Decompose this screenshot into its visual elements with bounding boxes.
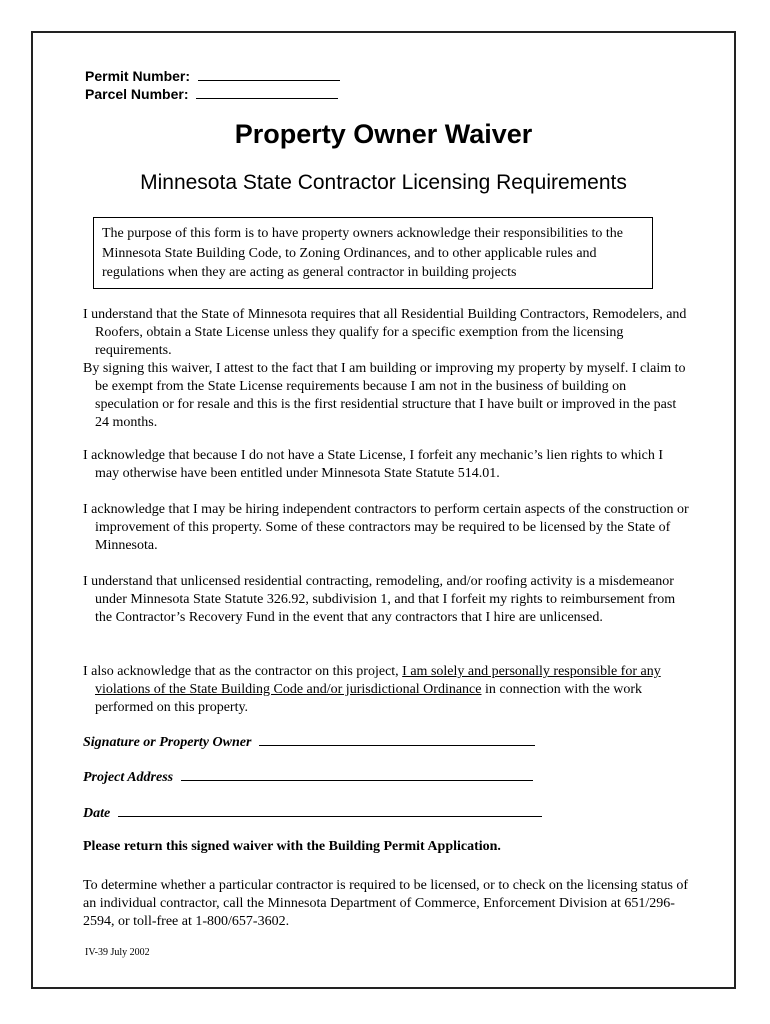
project-address-row [83, 767, 533, 786]
statement-lien-rights [83, 447, 689, 483]
statement-independent-contractors [83, 501, 689, 555]
signature-label: Signature or Property Owner [83, 735, 252, 750]
form-number: IV-39 July 2002 [85, 947, 150, 958]
statement-unlicensed-activity-text: I understand that unlicensed residential contracting, remodeling, and/or roofing activity is a misdemeanor under Minnesota State Statute 326.92, subdivision 1, and that I forfeit my rights to reimbursement from the Contractor’s Recovery Fund in the event that any contractors that I hire are unlicensed. [83, 574, 676, 625]
permit-number-label: Permit Number: [85, 68, 191, 84]
parcel-number-row [85, 85, 340, 103]
statement-responsibility-text [83, 663, 689, 717]
waiver-page [31, 31, 736, 989]
return-note: Please return this signed waiver with the Building Permit Application. [83, 839, 501, 854]
project-address-field[interactable] [181, 767, 533, 781]
statement-responsibility [83, 663, 689, 717]
parcel-number-field[interactable] [196, 85, 338, 99]
signature-row [83, 732, 535, 751]
contact-info: To determine whether a particular contractor is required to be licensed, or to check on the licensing status of an individual contractor, call the Minnesota Department of Commerce, Enforcement Division at 651/296-2594, or toll-free at 1-800/657-3602. [83, 878, 689, 929]
responsibility-text-start: I also acknowledge that as the contractor on this project, [83, 664, 403, 679]
statement-independent-contractors-text: I acknowledge that I may be hiring independent contractors to perform certain aspects of the construction or improvement of this property. Some of these contractors may be required to be licensed by the State of Minnesota. [83, 502, 689, 553]
purpose-box: The purpose of this form is to have property owners acknowledge their responsibilities to the Minnesota State Building Code, to Zoning Ordinances, and to other applicable rules and regulations when they are acting as general contractor in building projects [93, 217, 653, 289]
permit-number-row [85, 67, 340, 85]
permit-parcel-header [85, 67, 340, 103]
date-field[interactable] [118, 803, 542, 817]
responsibility-text-underlined: I am solely and personally responsible for any violations of the State Building Code and/or jurisdictional Ordinance [95, 664, 661, 697]
statement-licensing-requirement: I understand that the State of Minnesota requires that all Residential Building Contractors, Remodelers, and Roofers, obtain a State License unless they qualify for a specific exemption from the licensing requirements. [83, 307, 687, 358]
date-label: Date [83, 806, 111, 821]
page-subtitle: Minnesota State Contractor Licensing Requirements [140, 171, 627, 194]
statement-unlicensed-activity [83, 573, 689, 627]
statement-block-1 [83, 306, 689, 432]
responsibility-text-end: in connection with the work performed on this property. [95, 682, 643, 715]
page-title: Property Owner Waiver [234, 119, 533, 149]
project-address-label: Project Address [83, 770, 174, 785]
permit-number-field[interactable] [198, 67, 340, 81]
signature-field[interactable] [259, 732, 535, 746]
parcel-number-label: Parcel Number: [85, 86, 189, 102]
statement-lien-rights-text: I acknowledge that because I do not have a State License, I forfeit any mechanic’s lien rights to which I may otherwise have been entitled under Minnesota State Statute 514.01. [83, 448, 664, 481]
statement-exemption-attest: By signing this waiver, I attest to the fact that I am building or improving my property by myself. I claim to be exempt from the State License requirements because I am not in the business of building on speculation or for resale and this is the first residential structure that I have built or improved in the past 24 months. [83, 361, 686, 430]
date-row [83, 803, 542, 822]
